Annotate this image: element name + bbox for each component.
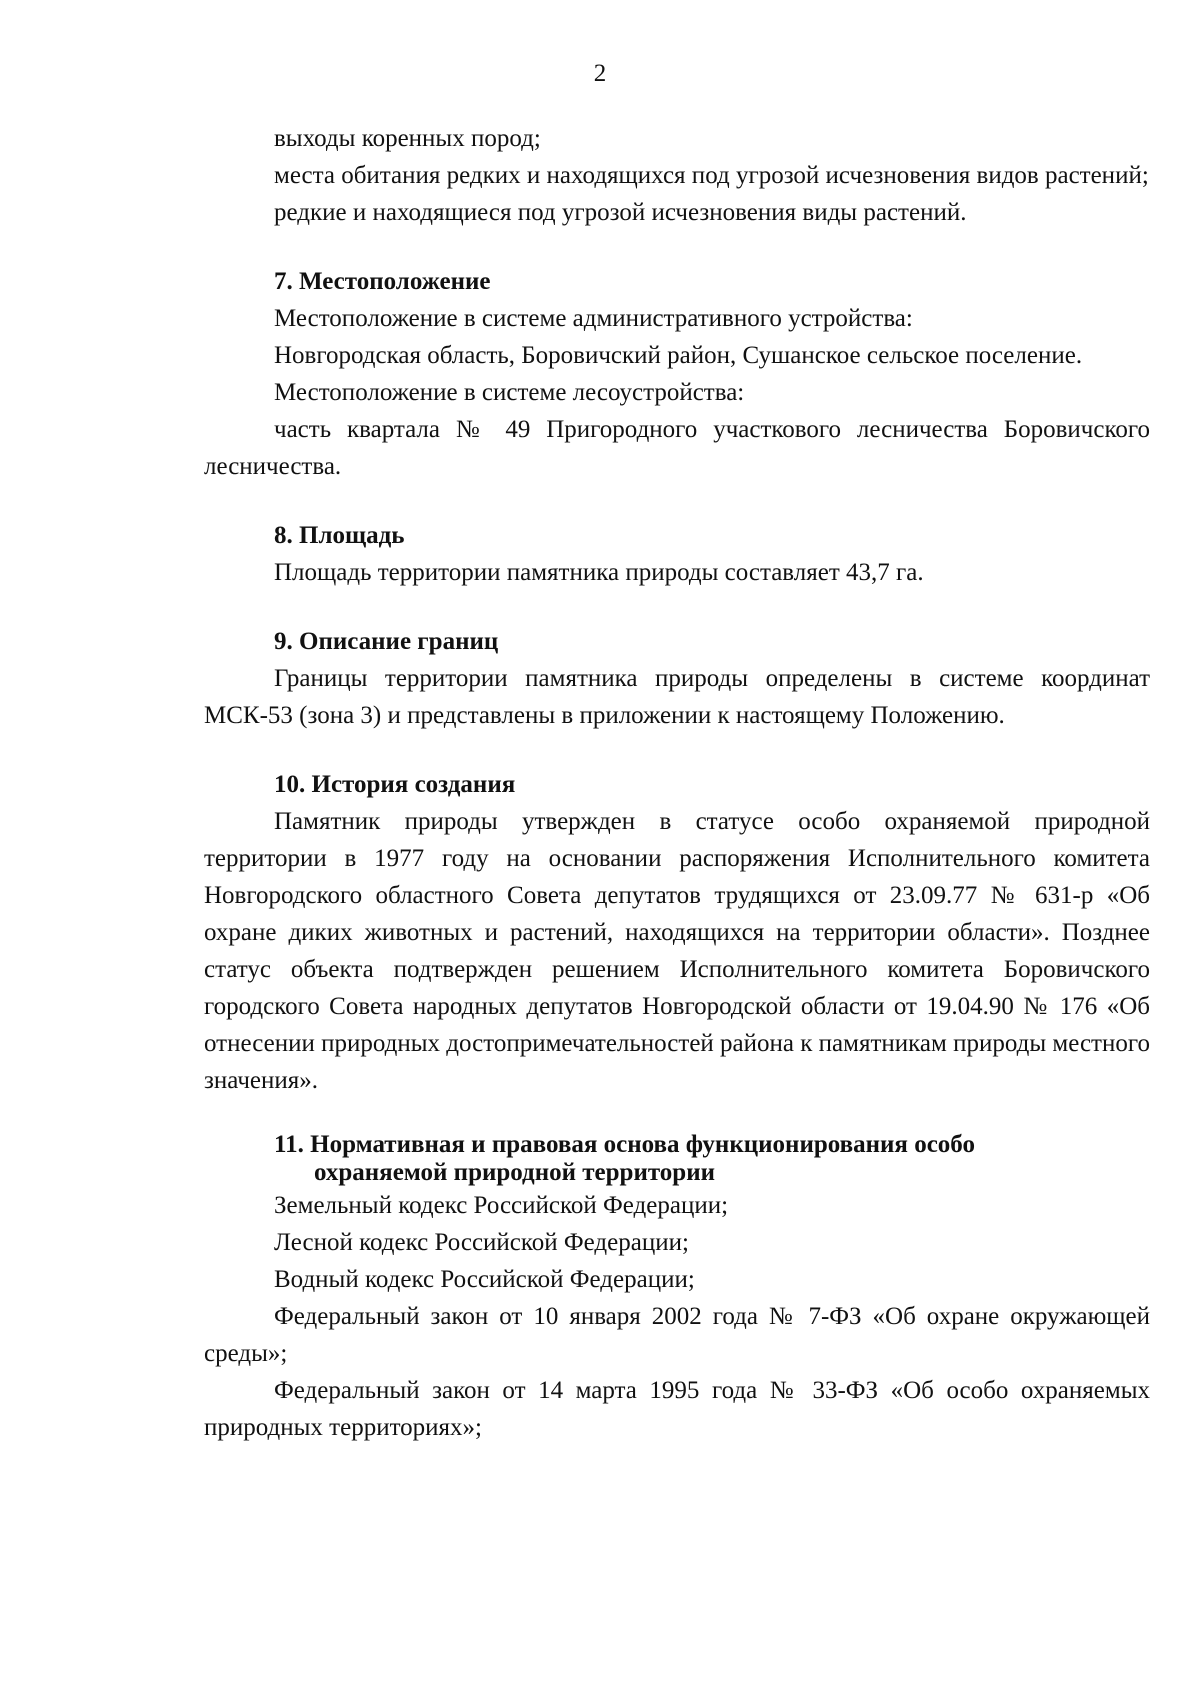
paragraph: места обитания редких и находящихся под угрозой исчезновения видов растений; <box>274 162 1149 189</box>
paragraph: Границы территории памятника природы определены в системе координат МСК-53 (зона 3) и представлены в приложении к настоящему Положению. <box>204 665 1150 729</box>
section-heading-line: 11. Нормативная и правовая основа функционирования особо <box>274 1131 975 1158</box>
paragraph: Водный кодекс Российской Федерации; <box>274 1266 695 1293</box>
paragraph: Федеральный закон от 10 января 2002 года № 7-ФЗ «Об охране окружающей среды»; <box>204 1303 1150 1367</box>
section-heading: 8. Площадь <box>274 522 405 549</box>
section-heading: 7. Местоположение <box>274 268 491 295</box>
section-heading-line: охраняемой природной территории <box>314 1159 716 1186</box>
paragraph: Земельный кодекс Российской Федерации; <box>274 1192 729 1219</box>
section-boundaries <box>204 623 1150 734</box>
intro-list <box>204 120 1150 231</box>
section-legal-basis <box>204 1131 1150 1446</box>
paragraph: Памятник природы утвержден в статусе особо охраняемой природной территории в 1977 году на основании распоряжения Исполнительного комитета Новгородского областного Совета депутатов трудящихся от 23.09.77 № 631-р «Об охране диких животных и растений, находящихся на территории области». Позднее статус объекта подтвержден решением Исполнительного комитета Боровичского городского Совета народных депутатов Новгородской области от 19.04.90 № 176 «Об отнесении природных достопримечательностей района к памятникам природы местного значения». <box>204 808 1150 1094</box>
paragraph: редкие и находящиеся под угрозой исчезновения виды растений. <box>274 199 967 226</box>
section-location <box>204 263 1150 485</box>
paragraph: Лесной кодекс Российской Федерации; <box>274 1229 689 1256</box>
paragraph: Местоположение в системе административного устройства: <box>274 305 913 332</box>
paragraph: Новгородская область, Боровичский район, Сушанское сельское поселение. <box>274 342 1083 369</box>
section-area <box>204 517 1150 591</box>
section-heading: 10. История создания <box>274 771 516 798</box>
paragraph: Местоположение в системе лесоустройства: <box>274 379 745 406</box>
paragraph: выходы коренных пород; <box>274 125 541 152</box>
paragraph: часть квартала № 49 Пригородного участкового лесничества Боровичского лесничества. <box>204 416 1150 480</box>
paragraph: Федеральный закон от 14 марта 1995 года № 33-ФЗ «Об особо охраняемых природных территориях»; <box>204 1377 1150 1441</box>
document-body <box>204 120 1150 1446</box>
paragraph: Площадь территории памятника природы составляет 43,7 га. <box>274 559 924 586</box>
section-history <box>204 766 1150 1099</box>
section-heading <box>204 1131 1150 1187</box>
section-heading: 9. Описание границ <box>274 628 499 655</box>
page-number: 2 <box>593 60 607 87</box>
